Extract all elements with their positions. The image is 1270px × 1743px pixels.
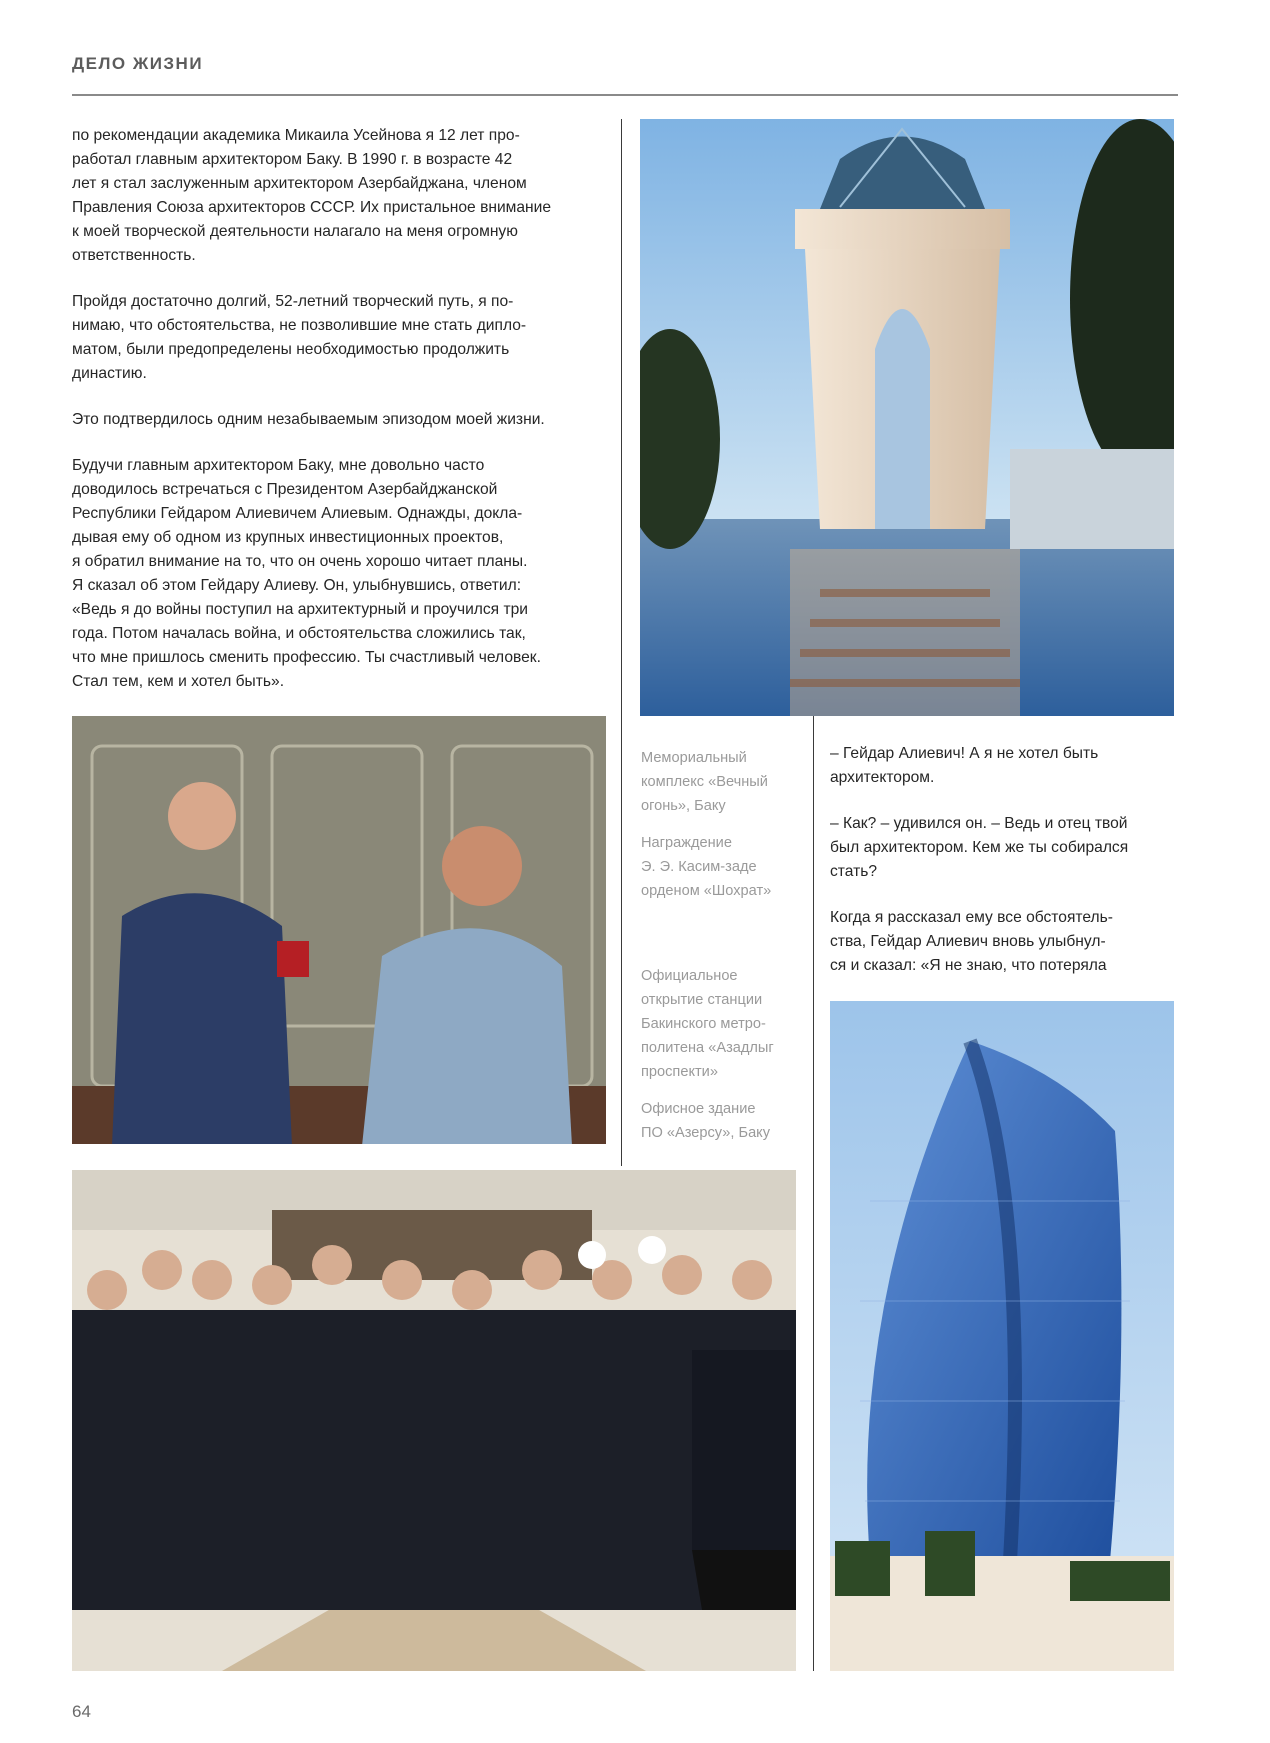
column-divider-right (813, 716, 814, 1671)
caption-office-building: Офисное здание ПО «Азерсу», Баку (641, 1101, 771, 1141)
photo-azersu-office-building (830, 1001, 1174, 1671)
photo-eternal-flame-memorial (640, 119, 1174, 716)
paragraph-1: по рекомендации академика Микаила Усейнова я 12 лет про- работал главным архитектором Баку. В 1990 г. в возрасте 42 лет я стал заслуженным архитектором Азербайджана, членом Правления Союза архитекторов СССР. Их пристальное внимание к моей творческой деятельности налагало на меня огромную ответственность. (72, 127, 552, 264)
caption-award: Награждение Э. Э. Касим-заде орденом «Шохрат» (641, 835, 772, 899)
caption-metro: Официальное открытие станции Бакинского метро- политена «Азадлыг проспекти» (641, 968, 774, 1080)
paragraph-2: Пройдя достаточно долгий, 52-летний творческий путь, я по- нимаю, что обстоятельства, не позволившие мне стать дипло- матом, были предопределены необходимостью продолжить династию. (72, 293, 527, 382)
right-paragraph-1: – Гейдар Алиевич! А я не хотел быть архитектором. (830, 745, 1099, 786)
running-head: ДЕЛО ЖИЗНИ (72, 54, 204, 73)
photo-metro-opening (72, 1170, 796, 1671)
right-column-text (830, 742, 1160, 1000)
header-rule (72, 94, 1178, 96)
paragraph-4: Будучи главным архитектором Баку, мне довольно часто доводилось встречаться с Президентом Азербайджанской Республики Гейдаром Алиевичем Алиевым. Однажды, докла- дывая ему об одном из крупных инвестиционных проектов, я обратил внимание на то, что он очень хорошо читает планы. Я сказал об этом Гейдару Алиеву. Он, улыбнувшись, ответил: «Ведь я до войны поступил на архитектурный и проучился три года. Потом началась война, и обстоятельства сложились так, что мне пришлось сменить профессию. Ты счастливый человек. Стал тем, кем и хотел быть». (72, 457, 541, 690)
body-text (72, 124, 612, 716)
photo-award-ceremony (72, 716, 606, 1144)
right-paragraph-3: Когда я рассказал ему все обстоятель- ства, Гейдар Алиевич вновь улыбнул- ся и сказал: «Я не знаю, что потеряла (830, 909, 1113, 974)
caption-memorial: Мемориальный комплекс «Вечный огонь», Баку (641, 750, 768, 814)
column-divider-top (621, 119, 622, 1166)
right-paragraph-2: – Как? – удивился он. – Ведь и отец твой был архитектором. Кем же ты собирался стать? (830, 815, 1129, 880)
paragraph-3: Это подтвердилось одним незабываемым эпизодом моей жизни. (72, 411, 545, 428)
page-number: 64 (72, 1702, 91, 1721)
photo-captions (641, 746, 801, 1145)
